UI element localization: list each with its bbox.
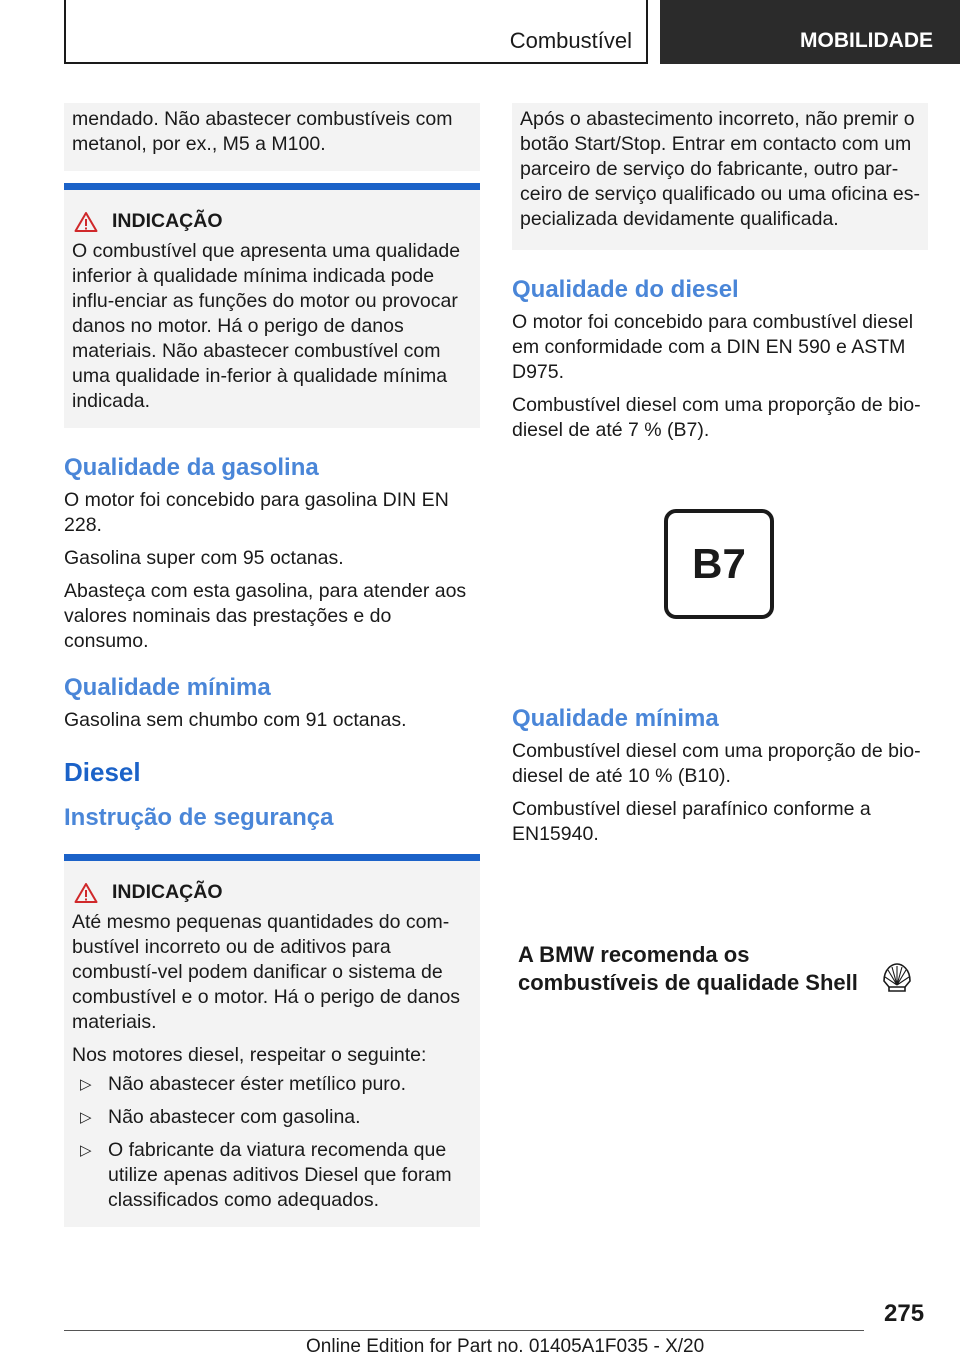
b7-fuel-label-icon: B7: [664, 509, 774, 619]
warning-text-2: Nos motores diesel, respeitar o seguinte:: [72, 1044, 427, 1066]
edition-text: Online Edition for Part no. 01405A1F035 - X/20: [306, 1336, 705, 1357]
intro-box: [64, 103, 480, 171]
chapter-title: MOBILIDADE: [800, 29, 933, 52]
list-item: [72, 1072, 472, 1097]
minimum-p1: Combustível diesel com uma proporção de bio-diesel de até 10 % (B10).: [512, 740, 921, 787]
minimum-p2: Combustível diesel parafínico conforme a EN15940.: [512, 798, 871, 845]
header-chapter-box: [660, 0, 960, 64]
diesel-heading: Diesel: [64, 757, 141, 787]
triangle-bullet-icon: ▷: [80, 1109, 92, 1126]
list-item: [72, 1138, 472, 1213]
safety-heading: Instrução de segurança: [64, 804, 334, 831]
gasoline-p2: Gasolina super com 95 octanas.: [64, 547, 344, 569]
diesel-quality-heading: Qualidade do diesel: [512, 276, 739, 303]
minimum-section: [512, 705, 928, 855]
minimum-heading: Qualidade mínima: [64, 674, 271, 701]
warning-text: O combustível que apresenta uma qualidade inferior à qualidade mínima indicada pode influ-enciar as funções do motor ou provocar danos no motor. Há o perigo de danos materiais. Não abastecer combustível com uma qualidade in-ferior à qualidade mínima indicada.: [72, 240, 461, 412]
intro-text: Após o abastecimento incorreto, não premir o botão Start/Stop. Entrar em contacto com um parceiro de serviço do fabricante, outro par-ceiro de serviço qualificado ou uma oficina es-pecializada devidamente qualificada.: [520, 108, 920, 230]
diesel-quality-p2: Combustível diesel com uma proporção de bio-diesel de até 7 % (B7).: [512, 394, 921, 441]
list-item-text: Não abastecer éster metílico puro.: [108, 1073, 407, 1095]
intro-text: mendado. Não abastecer combustíveis com metanol, por ex., M5 a M100.: [72, 108, 453, 155]
shell-line-1: A BMW recomenda os: [518, 942, 750, 967]
shell-logo-icon: [880, 961, 914, 995]
left-column: [64, 103, 480, 1227]
section-title: Combustível: [509, 28, 632, 53]
warning-title-row: [72, 881, 472, 904]
minimum-heading: Qualidade mínima: [512, 705, 719, 732]
triangle-bullet-icon: ▷: [80, 1142, 92, 1159]
page-number: 275: [884, 1300, 925, 1327]
list-item: [72, 1105, 472, 1130]
shell-line-2: combustíveis de qualidade Shell: [518, 970, 858, 995]
list-item-text: Não abastecer com gasolina.: [108, 1106, 361, 1128]
intro-box: [512, 103, 928, 250]
right-column: [512, 103, 928, 1103]
header-section-box: [64, 0, 648, 64]
triangle-bullet-icon: ▷: [80, 1076, 92, 1093]
warning-triangle-icon: [74, 211, 98, 233]
warning-title-row: [72, 210, 472, 233]
footer-divider: [64, 1330, 864, 1331]
gasoline-heading: Qualidade da gasolina: [64, 454, 319, 481]
warning-box-2: [64, 854, 480, 1227]
minimum-p1: Gasolina sem chumbo com 91 octanas.: [64, 709, 407, 731]
warning-text: Até mesmo pequenas quantidades do com-bustível incorreto ou de aditivos para combustí-vel podem danificar o sistema de combustível e o motor. Há o perigo de danos materiais.: [72, 911, 461, 1033]
gasoline-p3: Abasteça com esta gasolina, para atender aos valores nominais das prestações e do consumo.: [64, 580, 467, 652]
warning-title: INDICAÇÃO: [112, 210, 223, 232]
list-item-text: O fabricante da viatura recomenda que utilize apenas aditivos Diesel que foram classificados como adequados.: [108, 1139, 452, 1211]
gasoline-p1: O motor foi concebido para gasolina DIN EN 228.: [64, 489, 449, 536]
warning-triangle-icon: [74, 882, 98, 904]
shell-recommendation: [518, 941, 858, 997]
warning-bullets: [72, 1072, 472, 1213]
warning-title: INDICAÇÃO: [112, 881, 223, 903]
warning-box-1: [64, 183, 480, 428]
diesel-quality-p1: O motor foi concebido para combustível diesel em conformidade com a DIN EN 590 e ASTM D975.: [512, 311, 914, 383]
